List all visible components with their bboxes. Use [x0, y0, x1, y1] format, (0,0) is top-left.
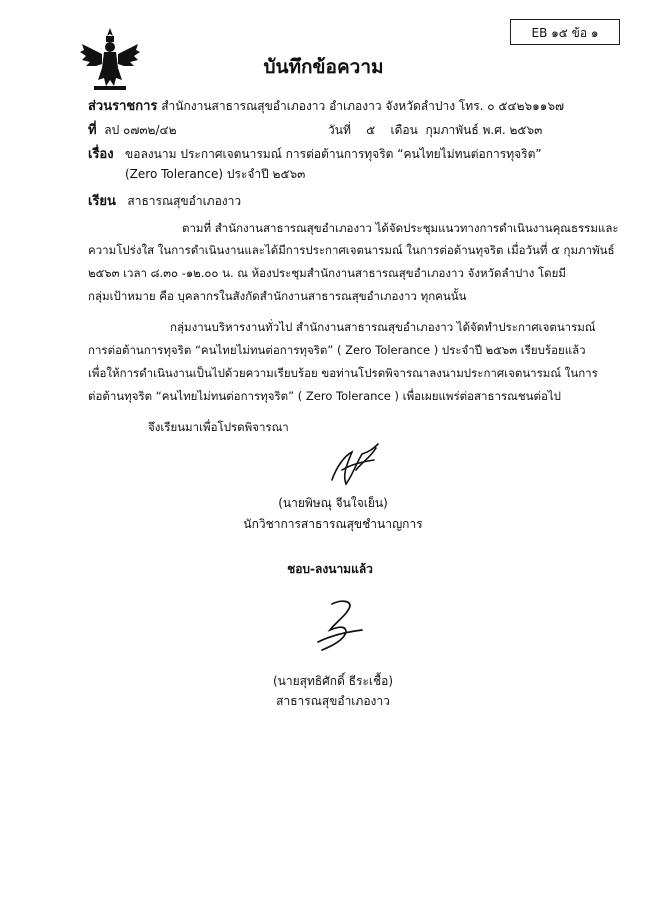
paragraph-2-line-2: การต่อต้านการทุจริต “คนไทยไม่ทนต่อการทุจริต” ( Zero Tolerance ) ประจำปี ๒๕๖๓ เรียบร้อยแล้ว	[88, 343, 586, 357]
date-day: ๕	[366, 123, 376, 137]
department-value: สำนักงานสาธารณสุขอำเภองาว อำเภองาว จังหวัดลำปาง โทร. ๐ ๕๔๒๖๑๑๖๗	[161, 99, 564, 113]
subject-line-2: (Zero Tolerance) ประจำปี ๒๕๖๓	[125, 167, 306, 181]
signature-1-image	[322, 440, 384, 492]
to-label: เรียน	[88, 194, 116, 209]
paragraph-1-line-1: ตามที่ สำนักงานสาธารณสุขอำเภองาว ได้จัดประชุมแนวทางการดำเนินงานคุณธรรมและ	[182, 221, 619, 235]
signer-1-name: (นายพิษณุ จีนใจเย็น)	[278, 496, 388, 510]
ref-value: ลป ๐๗๓๒/๔๒	[104, 123, 177, 137]
paragraph-1-line-3: ๒๕๖๓ เวลา ๘.๓๐ -๑๒.๐๐ น. ณ ห้องประชุมสำนักงานสาธารณสุขอำเภองาว จังหวัดลำปาง โดยมี	[88, 266, 566, 280]
subject-label: เรื่อง	[88, 147, 114, 162]
reference-code-box: EB ๑๕ ข้อ ๑	[510, 19, 620, 45]
signature-2-image	[310, 596, 372, 654]
date-month-value: กุมภาพันธ์ พ.ศ. ๒๕๖๓	[425, 123, 543, 137]
paragraph-1-line-4: กลุ่มเป้าหมาย คือ บุคลากรในสังกัดสำนักงานสาธารณสุขอำเภองาว ทุกคนนั้น	[88, 289, 467, 303]
signer-1-position: นักวิชาการสาธารณสุขชำนาญการ	[243, 517, 423, 531]
signer-2-name: (นายสุทธิศักดิ์ ธีระเชื้อ)	[272, 674, 394, 688]
signer-2-position: สาธารณสุขอำเภองาว	[276, 694, 390, 708]
approval-text: ชอบ-ลงนามแล้ว	[287, 562, 373, 576]
date-label: วันที่	[328, 123, 351, 137]
memo-title: บันทึกข้อความ	[263, 56, 384, 78]
paragraph-1-line-2: ความโปร่งใส ในการดำเนินงานและได้มีการประกาศเจตนารมณ์ ในการต่อต้านทุจริต เมื่อวันที่ ๕ กุมภาพันธ์	[88, 243, 615, 257]
closing-text: จึงเรียนมาเพื่อโปรดพิจารณา	[148, 420, 289, 434]
paragraph-2-line-3: เพื่อให้การดำเนินงานเป็นไปด้วยความเรียบร้อย ขอท่านโปรดพิจารณาลงนามประกาศเจตนารมณ์ ในการ	[88, 366, 598, 380]
paragraph-2-line-4: ต่อต้านทุจริต “คนไทยไม่ทนต่อการทุจริต” ( Zero Tolerance ) เพื่อเผยแพร่ต่อสาธารณชนต่อไป	[88, 389, 561, 403]
paragraph-2-line-1: กลุ่มงานบริหารงานทั่วไป สำนักงานสาธารณสุขอำเภองาว ได้จัดทำประกาศเจตนารมณ์	[170, 320, 596, 334]
department-label: ส่วนราชการ	[88, 99, 158, 114]
to-value: สาธารณสุขอำเภองาว	[127, 194, 242, 208]
date-month-label: เดือน	[390, 123, 418, 137]
ref-label: ที่	[88, 123, 97, 138]
subject-line-1: ขอลงนาม ประกาศเจตนารมณ์ การต่อต้านการทุจริต “คนไทยไม่ทนต่อการทุจริต”	[125, 147, 542, 161]
